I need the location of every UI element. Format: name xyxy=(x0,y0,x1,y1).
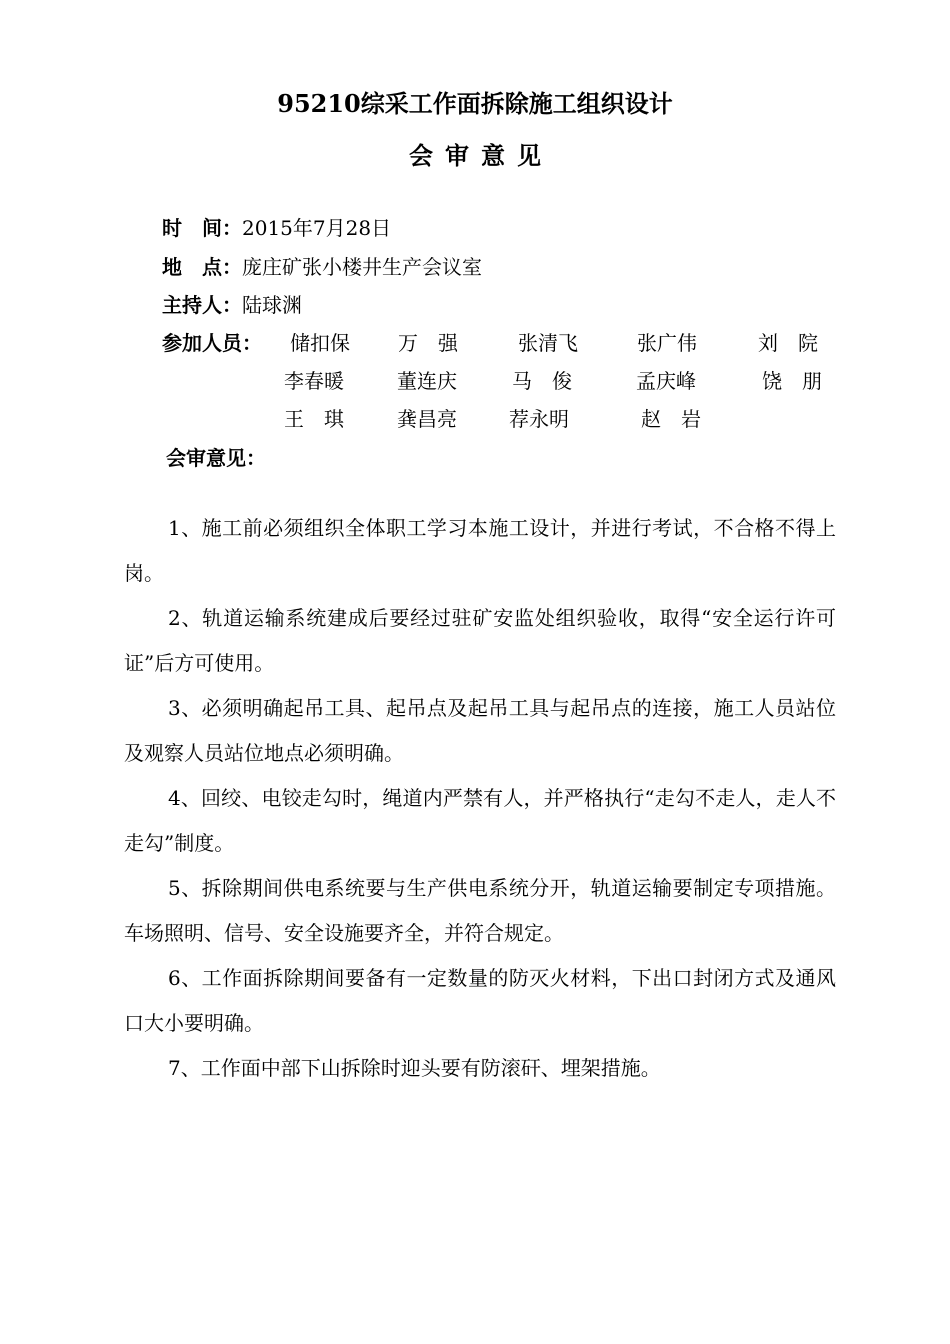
meeting-host-value: 陆球渊 xyxy=(242,293,302,317)
attendee-name: 万 强 xyxy=(398,331,458,355)
opinion-item: 6、工作面拆除期间要备有一定数量的防灭火材料，下出口封闭方式及通风口大小要明确。 xyxy=(124,966,836,1035)
attendee-name: 赵 岩 xyxy=(641,407,701,431)
review-opinions-row xyxy=(166,443,266,473)
meeting-time-label: 时 间： xyxy=(162,216,242,240)
attendee-name: 饶 朋 xyxy=(762,369,822,393)
attendee-name: 刘 院 xyxy=(758,331,818,355)
review-opinions-label: 会审意见： xyxy=(166,446,266,470)
attendee-name: 李春暖 xyxy=(284,369,344,393)
attendees-row xyxy=(162,328,262,358)
opinion-item: 5、拆除期间供电系统要与生产供电系统分开，轨道运输要制定专项措施。车场照明、信号、安全设施要齐全，并符合规定。 xyxy=(124,876,836,945)
meeting-time-row xyxy=(162,213,391,243)
attendee-name: 董连庆 xyxy=(397,369,457,393)
opinion-item: 7、工作面中部下山拆除时迎头要有防滚矸、埋架措施。 xyxy=(168,1056,661,1080)
attendee-name: 孟庆峰 xyxy=(636,369,696,393)
meeting-place-row xyxy=(162,252,482,282)
opinion-item: 3、必须明确起吊工具、起吊点及起吊工具与起吊点的连接，施工人员站位及观察人员站位地点必须明确。 xyxy=(124,696,836,765)
attendees-label: 参加人员： xyxy=(162,331,262,355)
attendee-name: 张广伟 xyxy=(637,331,697,355)
attendee-name: 马 俊 xyxy=(512,369,572,393)
attendee-name: 龚昌亮 xyxy=(397,407,457,431)
attendee-name: 王 琪 xyxy=(284,407,344,431)
meeting-place-label: 地 点： xyxy=(162,255,242,279)
attendee-name: 张清飞 xyxy=(518,331,578,355)
attendee-name: 荐永明 xyxy=(509,407,569,431)
opinion-item: 4、回绞、电铰走勾时，绳道内严禁有人，并严格执行“走勾不走人，走人不走勾”制度。 xyxy=(124,786,836,855)
meeting-place-value: 庞庄矿张小楼井生产会议室 xyxy=(242,255,482,279)
meeting-host-label: 主持人： xyxy=(162,293,242,317)
document-subtitle: 会审意见 xyxy=(409,141,553,170)
opinion-item: 1、施工前必须组织全体职工学习本施工设计，并进行考试，不合格不得上岗。 xyxy=(124,516,836,585)
meeting-host-row xyxy=(162,290,302,320)
document-title: 95210综采工作面拆除施工组织设计 xyxy=(277,89,673,118)
attendee-name: 储扣保 xyxy=(290,331,350,355)
opinion-item: 2、轨道运输系统建成后要经过驻矿安监处组织验收，取得“安全运行许可证”后方可使用。 xyxy=(124,606,836,675)
meeting-time-value: 2015年7月28日 xyxy=(242,216,392,240)
